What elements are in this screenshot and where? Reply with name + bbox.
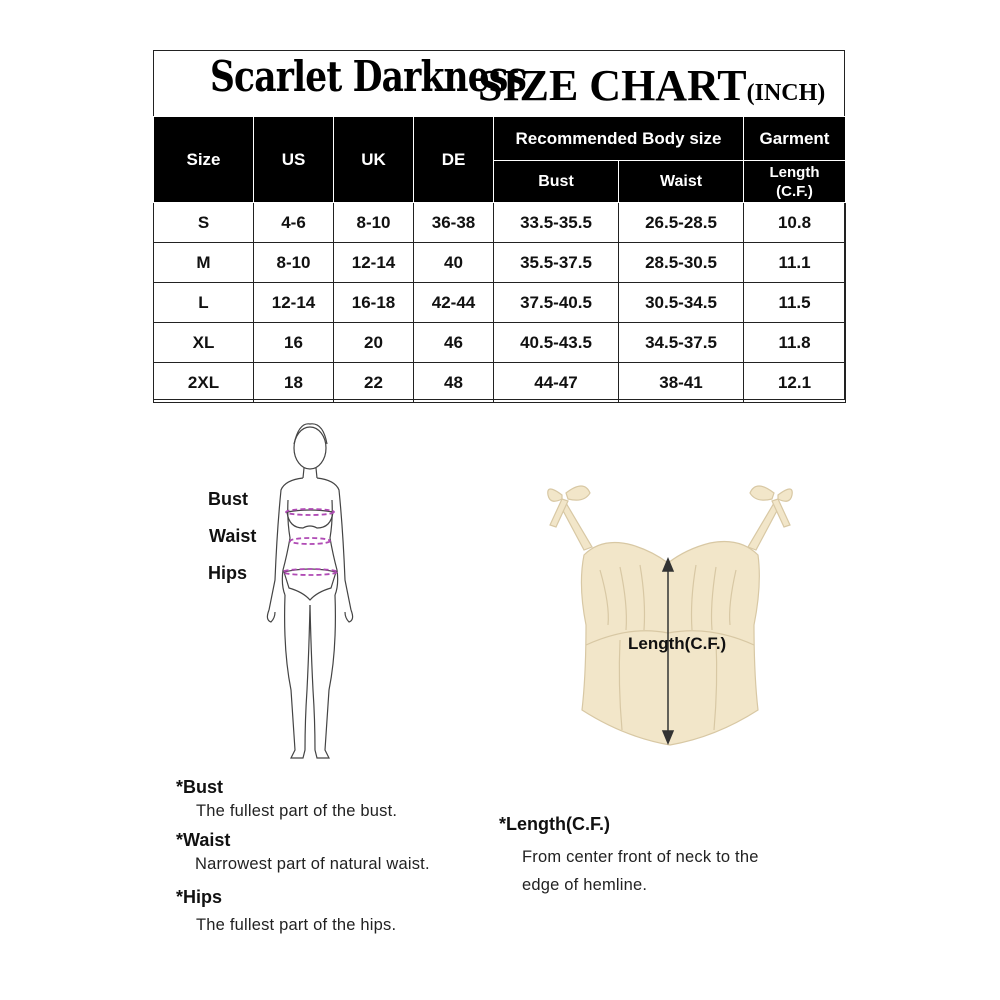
figure-label-hips: Hips <box>208 563 248 583</box>
cell-length: 11.5 <box>744 283 846 323</box>
cell-us: 4-6 <box>254 203 334 243</box>
cell-de: 36-38 <box>414 203 494 243</box>
chart-title <box>478 60 825 111</box>
cell-bust: 44-47 <box>494 363 619 403</box>
header-garment: Garment <box>744 117 846 161</box>
header-de: DE <box>414 117 494 203</box>
cell-length: 12.1 <box>744 363 846 403</box>
note-hips-title: *Hips <box>176 887 223 907</box>
cell-bust: 35.5-37.5 <box>494 243 619 283</box>
body-figure-illustration <box>255 420 365 765</box>
note-waist-title: *Waist <box>176 830 231 850</box>
cell-de: 42-44 <box>414 283 494 323</box>
note-length-desc-2: edge of hemline. <box>522 876 648 894</box>
header-uk: UK <box>334 117 414 203</box>
header-recommended: Recommended Body size <box>494 117 744 161</box>
cell-waist: 30.5-34.5 <box>619 283 744 323</box>
garment-illustration <box>540 475 800 755</box>
header-bust: Bust <box>494 161 619 203</box>
header-waist: Waist <box>619 161 744 203</box>
chart-title-unit: (INCH) <box>746 80 826 106</box>
cell-uk: 22 <box>334 363 414 403</box>
size-table <box>153 116 846 403</box>
header-size: Size <box>154 117 254 203</box>
header-us: US <box>254 117 334 203</box>
cell-bust: 40.5-43.5 <box>494 323 619 363</box>
cell-length: 10.8 <box>744 203 846 243</box>
note-bust-desc: The fullest part of the bust. <box>196 802 398 820</box>
garment-length-label: Length(C.F.) <box>628 634 727 653</box>
cell-waist: 38-41 <box>619 363 744 403</box>
table-row <box>154 243 846 283</box>
note-bust-title: *Bust <box>176 777 224 797</box>
cell-size: M <box>154 243 254 283</box>
brand-logo: Scarlet Darkness <box>210 52 526 101</box>
cell-waist: 34.5-37.5 <box>619 323 744 363</box>
cell-us: 8-10 <box>254 243 334 283</box>
chart-title-text: SIZE CHART <box>478 61 747 110</box>
note-length-desc-1: From center front of neck to the <box>522 848 759 866</box>
cell-bust: 33.5-35.5 <box>494 203 619 243</box>
cell-de: 48 <box>414 363 494 403</box>
cell-size: XL <box>154 323 254 363</box>
cell-uk: 20 <box>334 323 414 363</box>
cell-us: 12-14 <box>254 283 334 323</box>
table-row <box>154 363 846 403</box>
table-row <box>154 323 846 363</box>
figure-label-bust: Bust <box>208 489 248 509</box>
header-length: Length (C.F.) <box>744 161 846 203</box>
table-row <box>154 203 846 243</box>
cell-length: 11.1 <box>744 243 846 283</box>
note-waist-desc: Narrowest part of natural waist. <box>195 855 430 873</box>
cell-size: S <box>154 203 254 243</box>
cell-size: L <box>154 283 254 323</box>
note-length-title: *Length(C.F.) <box>499 814 610 834</box>
cell-bust: 37.5-40.5 <box>494 283 619 323</box>
cell-waist: 26.5-28.5 <box>619 203 744 243</box>
cell-us: 18 <box>254 363 334 403</box>
figure-label-waist: Waist <box>209 526 257 546</box>
cell-uk: 8-10 <box>334 203 414 243</box>
cell-length: 11.8 <box>744 323 846 363</box>
cell-de: 46 <box>414 323 494 363</box>
cell-uk: 12-14 <box>334 243 414 283</box>
cell-uk: 16-18 <box>334 283 414 323</box>
note-hips-desc: The fullest part of the hips. <box>196 916 397 934</box>
cell-size: 2XL <box>154 363 254 403</box>
cell-de: 40 <box>414 243 494 283</box>
cell-waist: 28.5-30.5 <box>619 243 744 283</box>
cell-us: 16 <box>254 323 334 363</box>
table-row <box>154 283 846 323</box>
